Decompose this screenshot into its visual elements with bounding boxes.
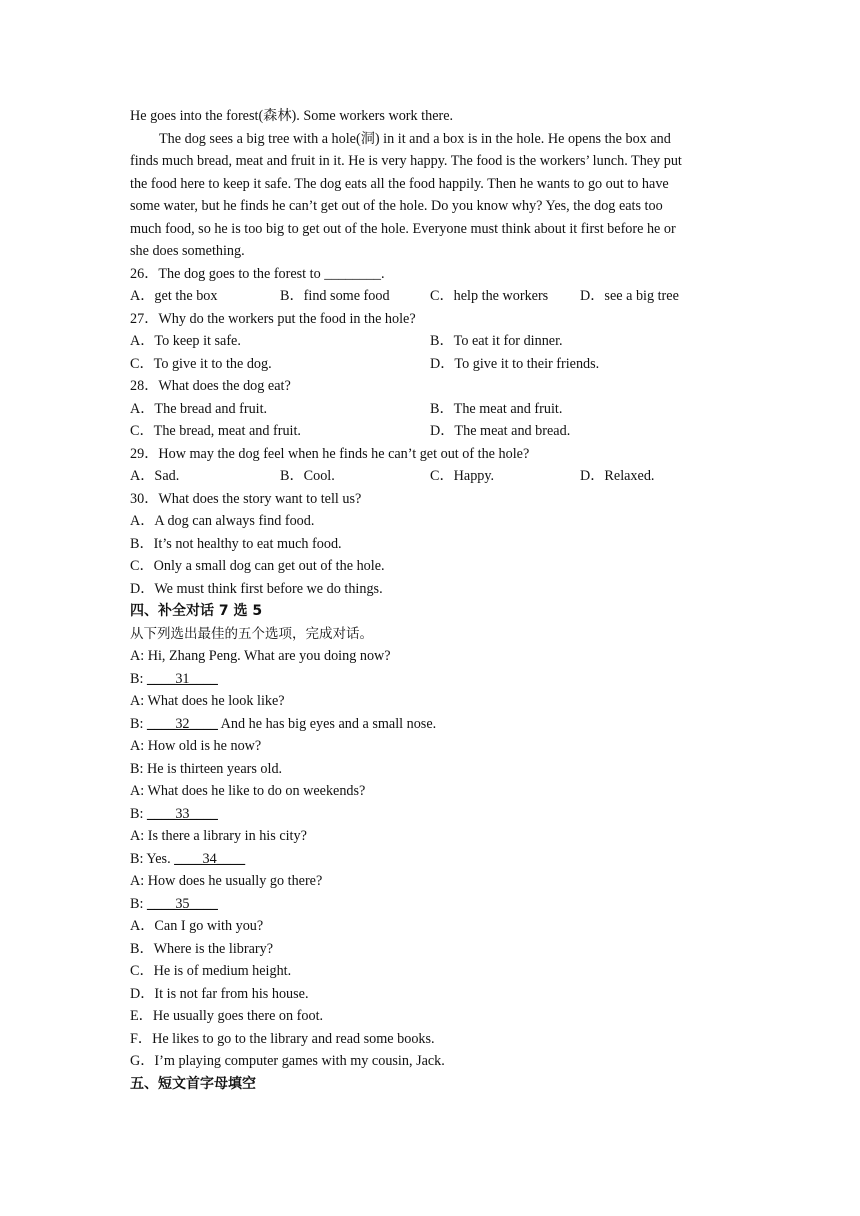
option: B．Cool. [280,468,335,484]
option-row [130,465,730,488]
question-stem: 29．How may the dog feel when he finds he can’t get out of the hole? [130,445,530,462]
question-stem: 28．What does the dog eat? [130,378,291,394]
passage-line: the food here to keep it safe. The dog eats all the food happily. Then he wants to go out to have [130,175,669,192]
dialogue-line: A: How old is he now? [130,738,262,754]
dialogue-line [130,713,730,736]
section-instruction: 从下列选出最佳的五个选项，完成对话。 [130,625,373,642]
question-stem: 27．Why do the workers put the food in the hole? [130,310,416,327]
dialogue-line [130,803,730,826]
passage-line: she does something. [130,243,245,259]
option: A．To keep it safe. [130,333,241,349]
option: C．Happy. [430,468,495,484]
option: B．find some food [280,288,390,304]
choice-item: G．I’m playing computer games with my cousin, Jack. [130,1053,445,1069]
option: B．To eat it for dinner. [430,333,563,349]
option: C．The bread, meat and fruit. [130,423,301,439]
answer-blank: ____33____ [146,805,218,822]
dialogue-line: A: Hi, Zhang Peng. What are you doing now? [130,648,391,664]
speaker-prefix: B: Yes. [130,850,175,867]
passage-line: finds much bread, meat and fruit in it. He is very happy. The food is the workers’ lunch. They put [130,153,682,169]
option: D．see a big tree [580,288,679,304]
question-30 [130,488,730,601]
option-row [130,353,730,376]
option: D．Relaxed. [580,468,655,484]
document-page [130,105,730,1095]
passage-line: He goes into the forest(森林). Some workers work there. [130,108,454,124]
answer-blank: ____35____ [146,895,218,912]
choice-item: A．Can I go with you? [130,918,264,934]
dialogue-line [130,893,730,916]
dialogue-line: A: What does he like to do on weekends? [130,783,366,799]
option-row [130,285,730,308]
choice-item: B．Where is the library? [130,940,274,957]
speaker-prefix: B: [130,670,147,687]
dialogue-line: A: What does he look like? [130,693,285,709]
option: A．The bread and fruit. [130,400,268,417]
option: D．To give it to their friends. [430,355,600,372]
option: C．Only a small dog can get out of the hole. [130,558,385,574]
option: B．It’s not healthy to eat much food. [130,535,342,552]
question-stem: 30．What does the story want to tell us? [130,490,362,507]
section-heading: 五、短文首字母填空 [130,1075,256,1092]
option: D．We must think first before we do things. [130,580,383,597]
speaker-prefix: B: [130,805,147,822]
choice-item: D．It is not far from his house. [130,985,309,1002]
choice-list [130,915,730,1073]
dialogue [130,645,730,915]
choice-item: F．He likes to go to the library and read some books. [130,1030,435,1047]
choice-item: C．He is of medium height. [130,963,292,979]
dialogue-line [130,848,730,871]
question-27 [130,308,730,376]
dialogue-line: A: Is there a library in his city? [130,828,307,844]
answer-blank: ____32____ [146,715,218,732]
question-28 [130,375,730,443]
option: A．Sad. [130,468,180,484]
dialogue-line: A: How does he usually go there? [130,873,323,889]
option-row [130,398,730,421]
choice-item: E．He usually goes there on foot. [130,1008,324,1024]
option: C．help the workers [430,288,549,304]
section-heading: 四、补全对话 7 选 5 [130,603,263,619]
passage-line: The dog sees a big tree with a hole(洞) in it and a box is in the hole. He opens the box and [159,130,671,147]
question-26 [130,263,730,308]
question-29 [130,443,730,488]
option: C．To give it to the dog. [130,355,272,372]
reading-passage [130,105,730,263]
line-suffix: And he has big eyes and a small nose. [217,715,437,732]
option: B．The meat and fruit. [430,400,563,417]
speaker-prefix: B: [130,895,147,912]
option-row [130,420,730,443]
option: A．A dog can always find food. [130,513,315,529]
option: A．get the box [130,288,218,304]
dialogue-line [130,668,730,691]
passage-line: some water, but he finds he can’t get out of the hole. Do you know why? Yes, the dog eats too [130,198,663,214]
answer-blank: ____34____ [174,850,246,867]
option-row [130,330,730,353]
answer-blank: ____31____ [146,670,218,687]
passage-line: much food, so he is too big to get out of the hole. Everyone must think about it first before he or [130,220,676,237]
speaker-prefix: B: [130,715,147,732]
question-stem: 26．The dog goes to the forest to ________. [130,265,385,282]
dialogue-line: B: He is thirteen years old. [130,760,283,777]
option: D．The meat and bread. [430,423,571,439]
